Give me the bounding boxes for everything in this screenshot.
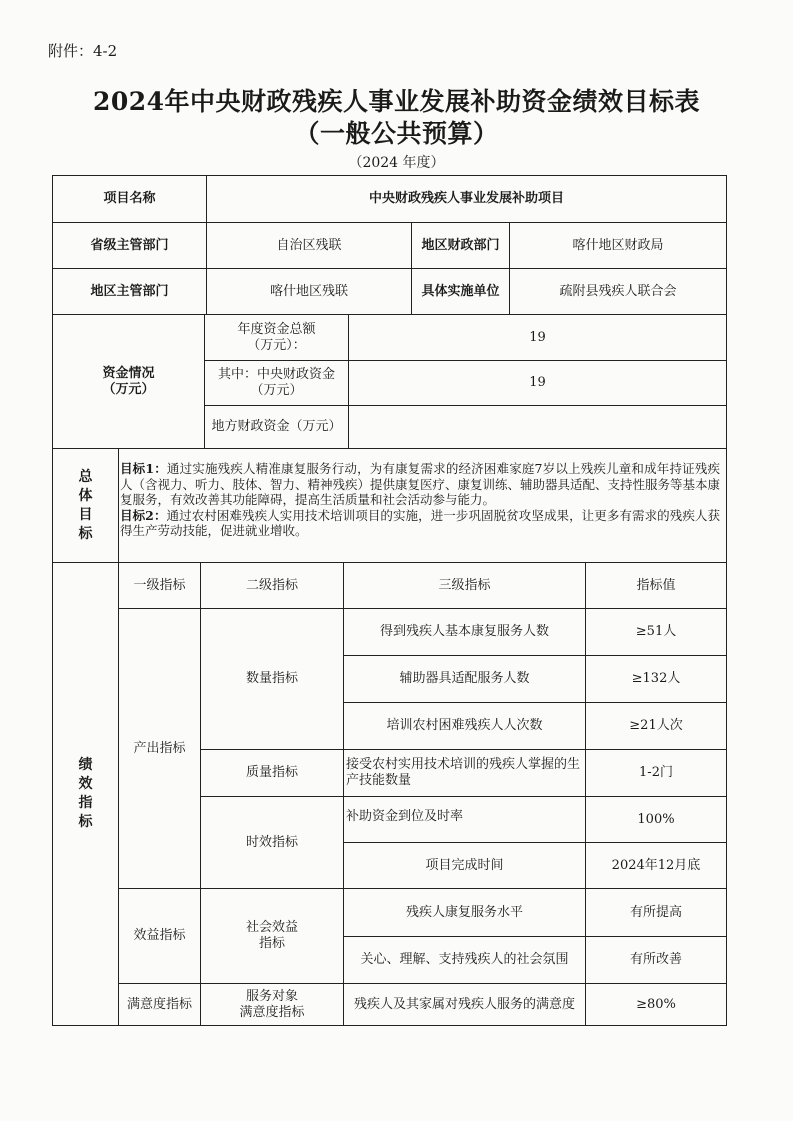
region-dept-label: 地区主管部门 [90, 283, 169, 299]
indicator-name: 补助资金到位及时率 [346, 809, 464, 824]
region-finance-label: 地区财政部门 [421, 237, 500, 253]
indicator-value: 100% [637, 811, 675, 827]
prov-dept-value: 自治区残联 [276, 237, 342, 253]
overall-goals-label: 总 体 目 标 [78, 468, 93, 542]
funds-label-line1: 资金情况 [102, 365, 155, 381]
total-funds-value: 19 [529, 329, 546, 345]
indicator-value: 有所提高 [629, 904, 682, 920]
central-funds-label-line1: 其中：中央财政资金 [217, 367, 335, 382]
timeliness-indicator-label: 时效指标 [245, 834, 298, 850]
attachment-number: 附件：4-2 [48, 42, 118, 60]
indicator-value: 2024年12月底 [611, 857, 701, 873]
indicator-value: 有所改善 [629, 952, 682, 967]
indicator-name: 得到残疾人基本康复服务人数 [379, 624, 549, 639]
total-funds-label [205, 315, 348, 360]
header-level3: 三级指标 [438, 577, 491, 593]
project-name-value: 中央财政残疾人事业发展补助项目 [368, 191, 564, 206]
indicator-name: 残疾人及其家属对残疾人服务的满意度 [353, 996, 575, 1012]
indicator-value: ≥51人 [635, 624, 677, 639]
header-value: 指标值 [636, 577, 676, 593]
central-funds-label [205, 361, 348, 405]
impl-unit-label: 具体实施单位 [421, 283, 500, 299]
indicator-value: ≥132人 [631, 671, 681, 686]
document-subtitle: （一般公共预算） [294, 119, 499, 148]
benefit-indicator-label: 效益指标 [133, 928, 186, 943]
fiscal-year: （2024 年度） [348, 155, 445, 171]
quantity-indicator-label: 数量指标 [245, 671, 298, 686]
header-level1: 一级指标 [133, 577, 186, 593]
total-funds-label-line1: 年度资金总额 [237, 321, 316, 337]
overall-goals-text [120, 461, 720, 539]
indicators-label: 绩 效 指 标 [78, 757, 93, 830]
funds-label-line2: （万元） [102, 381, 155, 397]
table-line [52, 448, 727, 449]
goal-2: 目标2：通过农村困难残疾人实用技术培训项目的实施，进一步巩固脱贫攻坚成果，让更多有需求的残疾人获得生产劳动技能，促进就业增收。 [120, 507, 720, 538]
indicator-value: 1-2门 [639, 765, 673, 780]
indicator-name: 接受农村实用技术培训的残疾人掌握的生产技能数量 [346, 757, 581, 788]
document-title: 2024年中央财政残疾人事业发展补助资金绩效目标表 [92, 87, 701, 116]
satisfaction-indicator-label: 满意度指标 [126, 996, 192, 1012]
indicator-value: ≥80% [636, 996, 676, 1012]
satisfaction-sub-label: 服务对象 满意度指标 [239, 988, 305, 1020]
table-line [726, 175, 727, 1026]
quality-indicator-label: 质量指标 [245, 765, 298, 780]
local-funds-value [349, 406, 726, 448]
indicator-name: 关心、理解、支持残疾人的社会氛围 [360, 952, 569, 967]
region-finance-value: 喀什地区财政局 [572, 237, 664, 253]
indicator-value: ≥21人次 [629, 718, 683, 733]
project-name-label: 项目名称 [103, 191, 156, 206]
header-level2: 二级指标 [245, 577, 298, 593]
prov-dept-label: 省级主管部门 [90, 237, 169, 253]
total-funds-label-line2: （万元）： [247, 337, 306, 353]
central-funds-label-line2: （万元） [250, 383, 303, 398]
table-line [52, 1025, 727, 1026]
goal-1: 目标1：通过实施残疾人精准康复服务行动，为有康复需求的经济困难家庭7岁以上残疾儿童和成年持证残疾人（含视力、听力、肢体、智力、精神残疾）提供康复医疗、康复训练、辅助器具适配、支持性服务等基本康复服务，有效改善其功能障碍，提高生活质量和社会活动参与能力。 [120, 461, 721, 507]
indicator-name: 培训农村困难残疾人人次数 [386, 718, 543, 733]
impl-unit-value: 疏附县残疾人联合会 [559, 283, 677, 299]
indicator-name: 辅助器具适配服务人数 [399, 671, 530, 686]
indicator-name: 残疾人康复服务水平 [405, 904, 523, 920]
output-indicator-label: 产出指标 [133, 740, 186, 756]
region-dept-value: 喀什地区残联 [269, 283, 348, 299]
local-funds-label: 地方财政资金（万元） [211, 419, 342, 434]
central-funds-value: 19 [529, 375, 546, 390]
social-benefit-label: 社会效益 指标 [245, 920, 298, 951]
indicator-name: 项目完成时间 [425, 857, 504, 873]
funds-label [53, 315, 204, 448]
